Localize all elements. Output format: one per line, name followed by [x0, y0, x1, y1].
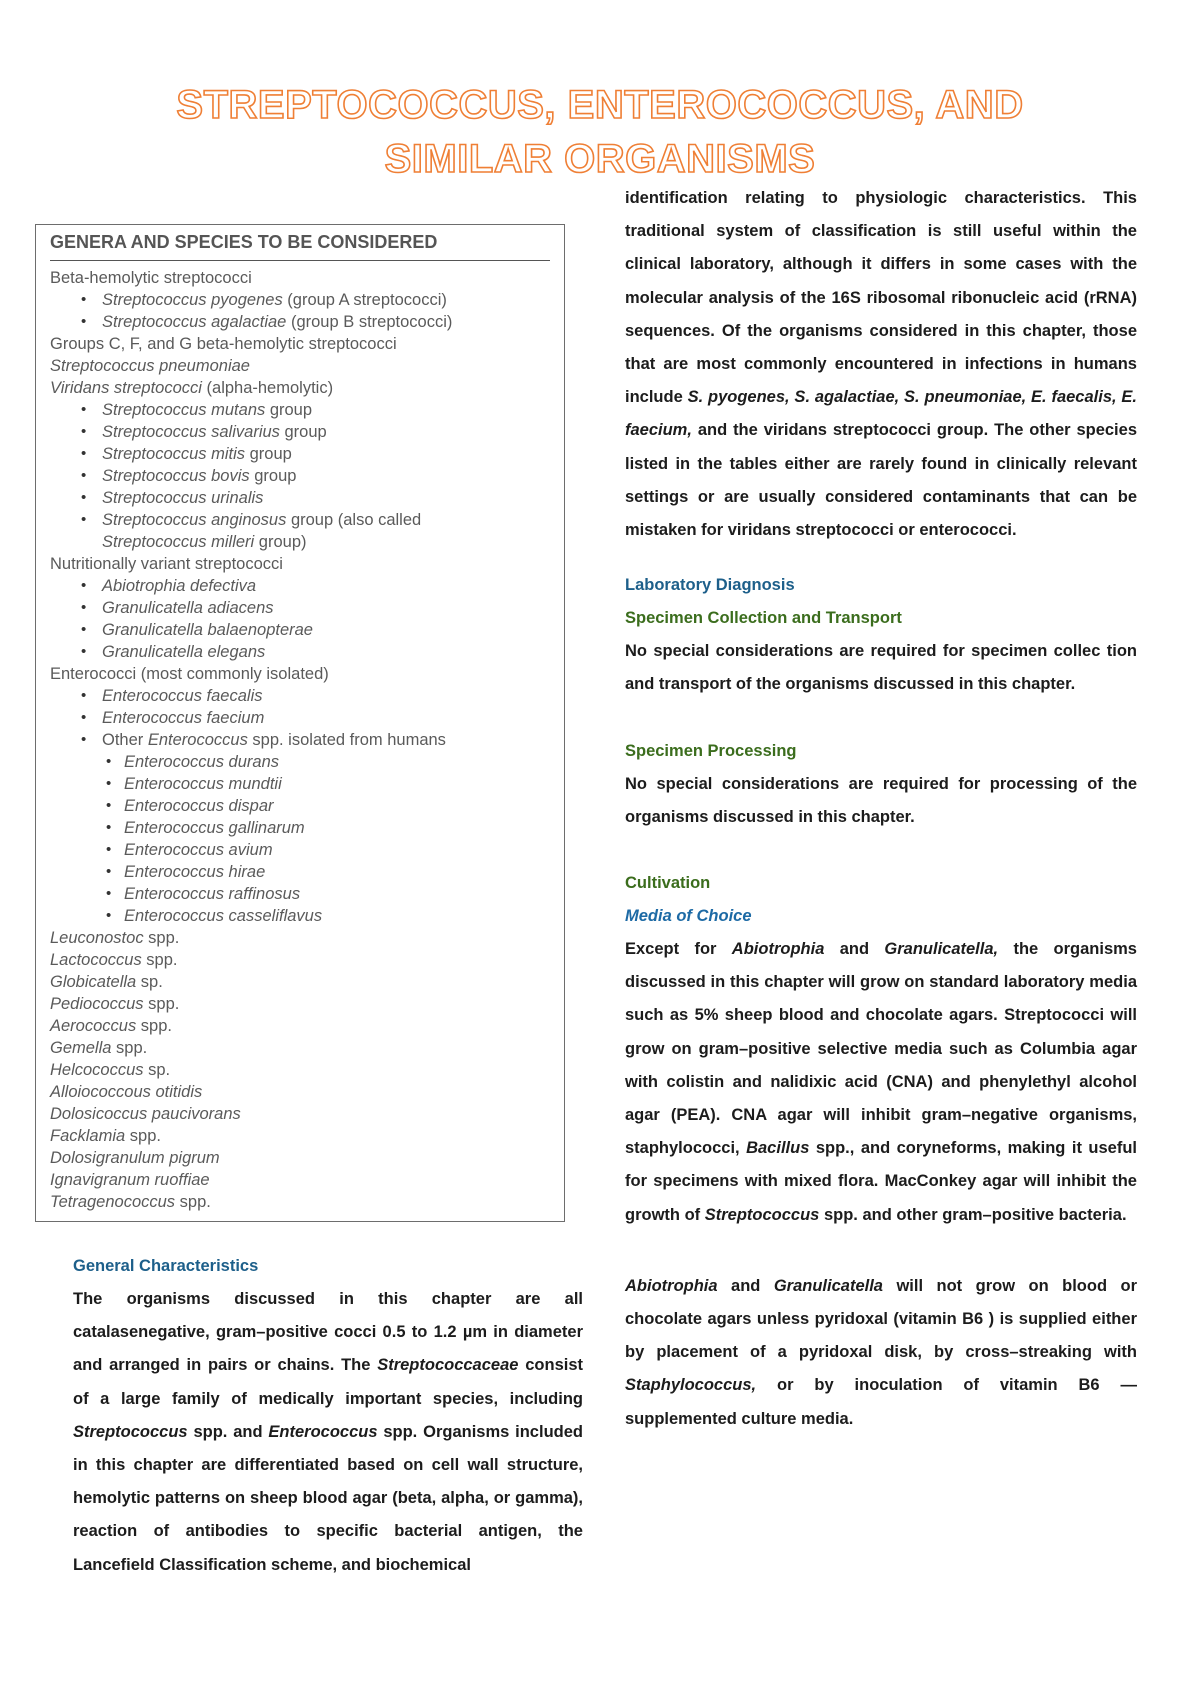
genera-list-bullet-item — [48, 509, 552, 531]
genera-list-bullet-item — [48, 421, 552, 443]
media-paragraph-2 — [625, 1270, 1137, 1436]
italic-term: Helcococcus — [50, 1061, 144, 1079]
text-run: spp. — [136, 1017, 172, 1035]
text-run: will not grow on blood or chocolate agars unless pyridoxal (vitamin B6 ) is supplied either by placement of a pyridoxal disk, by cross–streaking with — [625, 1276, 1137, 1362]
text-run: sp. — [143, 1061, 171, 1079]
text-run: spp. — [143, 929, 180, 947]
text-run: spp. — [175, 1193, 211, 1211]
genera-list-entry — [48, 993, 552, 1015]
italic-term: Pediococcus — [50, 995, 144, 1013]
specimen-collection-paragraph: No special considerations are required for specimen collec tion and transport of the organisms discussed in this chapter. — [625, 642, 1137, 694]
italic-term: Streptococcus milleri — [102, 533, 255, 551]
text-run: group) — [254, 533, 307, 551]
text-run: group — [279, 423, 327, 441]
italic-term: Enterococcus faecalis — [102, 687, 263, 705]
general-characteristics-paragraph — [73, 1283, 583, 1582]
italic-term: Bacillus — [746, 1139, 810, 1158]
text-run: Nutritionally variant streptococci — [50, 555, 283, 573]
text-run: spp. Organisms included in this chapter are differentiated based on cell wall structure, hemolytic patterns on sheep blood agar (beta, alpha, or gamma), reaction of antibodies to specific bacterial antigen, the Lancefield Classification scheme, and biochemical — [73, 1422, 583, 1574]
genera-list-bullet-item — [48, 685, 552, 707]
genera-list-bullet-item — [48, 641, 552, 663]
laboratory-diagnosis-heading: Laboratory Diagnosis — [625, 576, 795, 595]
genera-list — [48, 267, 552, 1213]
specimen-collection-heading: Specimen Collection and Transport — [625, 609, 902, 628]
genera-list-entry — [48, 927, 552, 949]
genera-list-bullet-item — [48, 619, 552, 641]
genera-list-bullet-item — [48, 795, 552, 817]
text-run: and — [824, 940, 885, 959]
italic-term: Streptococcus agalactiae — [102, 313, 287, 331]
italic-term: Dolosicoccus paucivorans — [50, 1105, 241, 1123]
genera-list-entry — [48, 1147, 552, 1169]
genera-list-entry — [48, 1037, 552, 1059]
italic-term: Streptococcus pneumoniae — [50, 357, 250, 375]
italic-term: Alloiococcous otitidis — [50, 1083, 203, 1101]
italic-term: Enterococcus hirae — [124, 863, 266, 881]
genera-list-entry — [48, 1125, 552, 1147]
text-run: Beta-hemolytic streptococci — [50, 269, 252, 287]
genera-list-entry — [48, 1191, 552, 1213]
text-run: group — [245, 445, 292, 463]
text-run: group (also called — [286, 511, 422, 529]
italic-term: Staphylococcus, — [625, 1376, 757, 1395]
genera-list-bullet-item — [48, 443, 552, 465]
text-run: Except for — [625, 940, 732, 959]
italic-term: Enterococcus casseliflavus — [124, 907, 323, 925]
left-column — [73, 1250, 583, 1582]
italic-term: Granulicatella balaenopterae — [102, 621, 313, 639]
italic-term: Streptococcus bovis — [102, 467, 250, 485]
genera-list-entry — [48, 1081, 552, 1103]
genera-list-entry — [48, 663, 552, 685]
italic-term: Abiotrophia defectiva — [102, 577, 257, 595]
italic-term: Viridans streptococci — [50, 379, 202, 397]
genera-species-box — [35, 224, 565, 1222]
genera-list-bullet-item — [48, 817, 552, 839]
genera-list-bullet-item — [48, 905, 552, 927]
italic-term: Streptococcus mutans — [102, 401, 266, 419]
italic-term: Enterococcus dispar — [124, 797, 274, 815]
italic-term: Abiotrophia — [625, 1276, 718, 1295]
genera-list-bullet-item — [48, 839, 552, 861]
right-column — [625, 182, 1137, 1436]
italic-term: Enterococcus gallinarum — [124, 819, 305, 837]
text-run: and — [717, 1276, 774, 1295]
genera-list-bullet-item — [48, 751, 552, 773]
genera-list-entry — [48, 553, 552, 575]
page-title — [60, 78, 1140, 186]
text-run: The organisms discussed in this chapter are all catalasenegative, gram–positive cocci 0.5 to 1.2 µm in diameter and arranged in pairs or chains. The — [73, 1290, 583, 1375]
general-characteristics-heading: General Characteristics — [73, 1257, 259, 1275]
italic-term: Tetragenococcus — [50, 1193, 176, 1211]
genera-list-bullet-item — [48, 289, 552, 311]
italic-term: Streptococcus mitis — [102, 445, 246, 463]
text-run: group — [249, 467, 297, 485]
genera-list-bullet-item — [48, 399, 552, 421]
text-run: spp. — [143, 995, 180, 1013]
text-run: spp. — [125, 1127, 161, 1145]
text-run: sp. — [136, 973, 163, 991]
text-run: or by inoculation of vitamin B6 — supplemented culture media. — [625, 1376, 1137, 1428]
genera-list-bullet-item — [48, 773, 552, 795]
text-run: and the viridans streptococci group. The other species listed in the tables either are rarely found in clinically relevant settings or are usually considered contaminants that can be mistaken for viridans streptococci or enterococci. — [625, 421, 1137, 540]
italic-term: Gemella — [50, 1039, 112, 1057]
italic-term: Streptococcaceae — [377, 1356, 519, 1375]
text-run: (group A streptococci) — [282, 291, 447, 309]
genera-list-entry — [48, 377, 552, 399]
italic-term: Enterococcus durans — [124, 753, 280, 771]
genera-list-bullet-item — [48, 597, 552, 619]
italic-term: Streptococcus pyogenes — [102, 291, 283, 309]
genera-list-entry — [48, 971, 552, 993]
specimen-processing-heading: Specimen Processing — [625, 741, 797, 760]
italic-term: Enterococcus raffinosus — [124, 885, 301, 903]
genera-list-entry — [48, 355, 552, 377]
cultivation-heading: Cultivation — [625, 874, 711, 893]
italic-term: Enterococcus faecium — [102, 709, 265, 727]
genera-list-entry — [48, 333, 552, 355]
genera-box-heading: GENERA AND SPECIES TO BE CONSIDERED — [50, 229, 550, 261]
italic-term: Streptococcus urinalis — [102, 489, 264, 507]
italic-term: Enterococcus mundtii — [124, 775, 282, 793]
genera-list-bullet-item — [48, 861, 552, 883]
genera-list-entry — [48, 949, 552, 971]
text-run: Other — [102, 731, 148, 749]
text-run: (alpha-hemolytic) — [201, 379, 334, 397]
text-run: group — [265, 401, 313, 419]
italic-term: Facklamia — [50, 1127, 126, 1145]
page-title-line-2: SIMILAR ORGANISMS — [384, 137, 816, 181]
italic-term: Streptococcus — [73, 1422, 188, 1441]
italic-term: Dolosigranulum pigrum — [50, 1149, 220, 1167]
text-run: (group B streptococci) — [286, 313, 453, 331]
italic-term: Ignavigranum ruoffiae — [50, 1171, 210, 1189]
genera-list-entry — [48, 1059, 552, 1081]
genera-list-bullet-item — [48, 531, 552, 553]
text-run: the organisms discussed in this chapter will grow on standard laboratory media such as 5% sheep blood and chocolate agars. Streptococci will grow on gram–positive selective media such as Columbia agar with colistin and nalidixic acid (CNA) and phenylethyl alcohol agar (PEA). CNA agar will inhibit gram–negative organisms, staphylococci, — [625, 940, 1137, 1158]
genera-list-bullet-item — [48, 707, 552, 729]
text-run: identification relating to physiologic characteristics. This traditional system of classification is still useful within the clinical laboratory, although it differs in some cases with the molecular analysis of the 16S ribosomal ribonucleic acid (rRNA) sequences. Of the organisms considered in this chapter, those that are most commonly encountered in infections in humans include — [625, 189, 1137, 407]
genera-list-bullet-item — [48, 575, 552, 597]
italic-term: Streptococcus — [704, 1205, 820, 1224]
genera-list-bullet-item — [48, 311, 552, 333]
italic-term: Aerococcus — [50, 1017, 137, 1035]
text-run: spp. — [111, 1039, 148, 1057]
text-run: spp. — [141, 951, 178, 969]
italic-term: Streptococcus anginosus — [102, 511, 287, 529]
italic-term: Enterococcus avium — [124, 841, 273, 859]
genera-list-bullet-item — [48, 883, 552, 905]
text-run: spp. and — [187, 1422, 269, 1441]
text-run: spp. and other gram–positive bacteria. — [819, 1205, 1127, 1224]
text-run: spp., and coryneforms, making it useful for specimens with mixed flora. MacConkey agar will inhibit the growth of — [625, 1139, 1137, 1224]
page-title-line-1: STREPTOCOCCUS, ENTEROCOCCUS, AND — [176, 83, 1024, 127]
italic-term: Leuconostoc — [50, 929, 144, 947]
italic-term: Globicatella — [50, 973, 137, 991]
italic-term: Granulicatella adiacens — [102, 599, 274, 617]
italic-term: Streptococcus salivarius — [102, 423, 280, 441]
italic-term: Granulicatella elegans — [102, 643, 266, 661]
genera-list-entry — [48, 1169, 552, 1191]
italic-term: Lactococcus — [50, 951, 142, 969]
continued-paragraph — [625, 182, 1137, 547]
italic-term: S. pyogenes, S. agalactiae, S. pneumoniae, E. faecalis, E. faecium, — [625, 388, 1138, 440]
genera-list-bullet-item — [48, 487, 552, 509]
italic-term: Enterococcus — [147, 731, 248, 749]
text-run: consist of a large family of medically important species, including — [73, 1356, 583, 1408]
genera-list-entry — [48, 1015, 552, 1037]
italic-term: Granulicatella — [773, 1276, 883, 1295]
media-of-choice-heading: Media of Choice — [625, 907, 752, 926]
italic-term: Granulicatella, — [884, 940, 999, 959]
text-run: Groups C, F, and G beta-hemolytic streptococci — [50, 335, 397, 353]
media-paragraph-1 — [625, 933, 1137, 1232]
genera-list-bullet-item — [48, 465, 552, 487]
text-run: spp. isolated from humans — [247, 731, 446, 749]
genera-list-entry — [48, 267, 552, 289]
genera-list-bullet-item — [48, 729, 552, 751]
text-run: Enterococci (most commonly isolated) — [50, 665, 329, 683]
italic-term: Abiotrophia — [731, 940, 825, 959]
specimen-processing-paragraph: No special considerations are required for processing of the organisms discussed in this chapter. — [625, 774, 1137, 826]
genera-list-entry — [48, 1103, 552, 1125]
italic-term: Enterococcus — [268, 1422, 378, 1441]
